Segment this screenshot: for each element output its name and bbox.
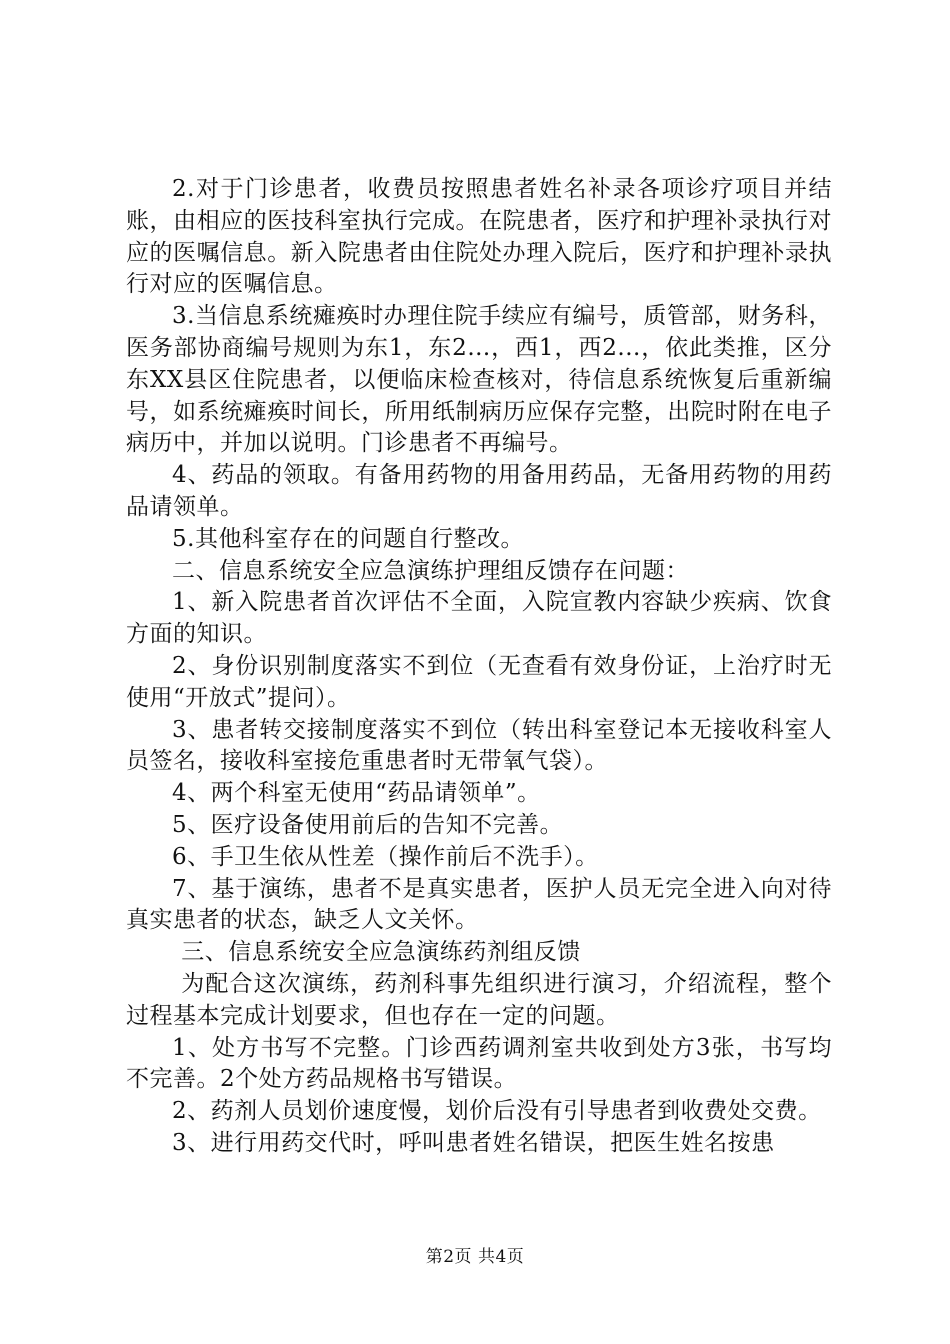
heading-pharmacy-feedback: 三、信息系统安全应急演练药剂组反馈 [181, 939, 581, 966]
paragraph-pharmacy-intro: 为配合这次演练，药剂科事先组织进行演习，介绍流程，整个过程基本完成计划要求，但也存在一定的问题。 [126, 970, 832, 1029]
paragraph-nursing-item-4: 4、两个科室无使用“药品请领单”。 [172, 780, 541, 807]
heading-nursing-feedback: 二、信息系统安全应急演练护理组反馈存在问题： [172, 557, 689, 584]
paragraph-drug-collection: 4、药品的领取。有备用药物的用备用药品，无备用药物的用药品请领单。 [126, 462, 832, 520]
paragraph-nursing-item-6: 6、手卫生依从性差（操作前后不洗手）。 [172, 843, 599, 870]
paragraph-other-departments: 5.其他科室存在的问题自行整改。 [172, 525, 524, 552]
paragraph-nursing-item-7: 7、基于演练，患者不是真实患者，医护人员无完全进入向对待真实患者的状态，缺乏人文关怀。 [126, 875, 832, 934]
paragraph-pharmacy-item-2: 2、药剂人员划价速度慢，划价后没有引导患者到收费处交费。 [172, 1098, 822, 1125]
paragraph-outpatient-billing: 2.对于门诊患者，收费员按照患者姓名补录各项诊疗项目并结账，由相应的医技科室执行完成。在院患者，医疗和护理补录执行对应的医嘱信息。新入院患者由住院处办理入院后，医疗和护理补录执行对应的医嘱信息。 [126, 176, 832, 298]
paragraph-nursing-item-2: 2、身份识别制度落实不到位（无查看有效身份证，上治疗时无使用“开放式”提问）。 [126, 652, 832, 711]
page-footer: 第2页 共4页 [425, 1247, 525, 1267]
paragraph-nursing-item-3: 3、患者转交接制度落实不到位（转出科室登记本无接收科室人员签名，接收科室接危重患者时无带氧气袋）。 [126, 716, 832, 775]
paragraph-pharmacy-item-1: 1、处方书写不完整。门诊西药调剂室共收到处方3张，书写均不完善。2个处方药品规格书写错误。 [126, 1034, 832, 1093]
paragraph-nursing-item-1: 1、新入院患者首次评估不全面，入院宣教内容缺少疾病、饮食方面的知识。 [126, 589, 832, 648]
paragraph-admission-numbering: 3.当信息系统瘫痪时办理住院手续应有编号，质管部，财务科，医务部协商编号规则为东1，东2...，西1，西2...，依此类推，区分东XX县区住院患者，以便临床检查核对，待信息系统恢复后重新编号，如系统瘫痪时间长，所用纸制病历应保存完整，出院时附在电子病历中，并加以说明。门诊患者不再编号。 [126, 303, 832, 457]
paragraph-pharmacy-item-3: 3、进行用药交代时，呼叫患者姓名错误，把医生姓名按患 [172, 1129, 775, 1156]
document-body [126, 174, 832, 1160]
paragraph-nursing-item-5: 5、医疗设备使用前后的告知不完善。 [172, 811, 564, 838]
